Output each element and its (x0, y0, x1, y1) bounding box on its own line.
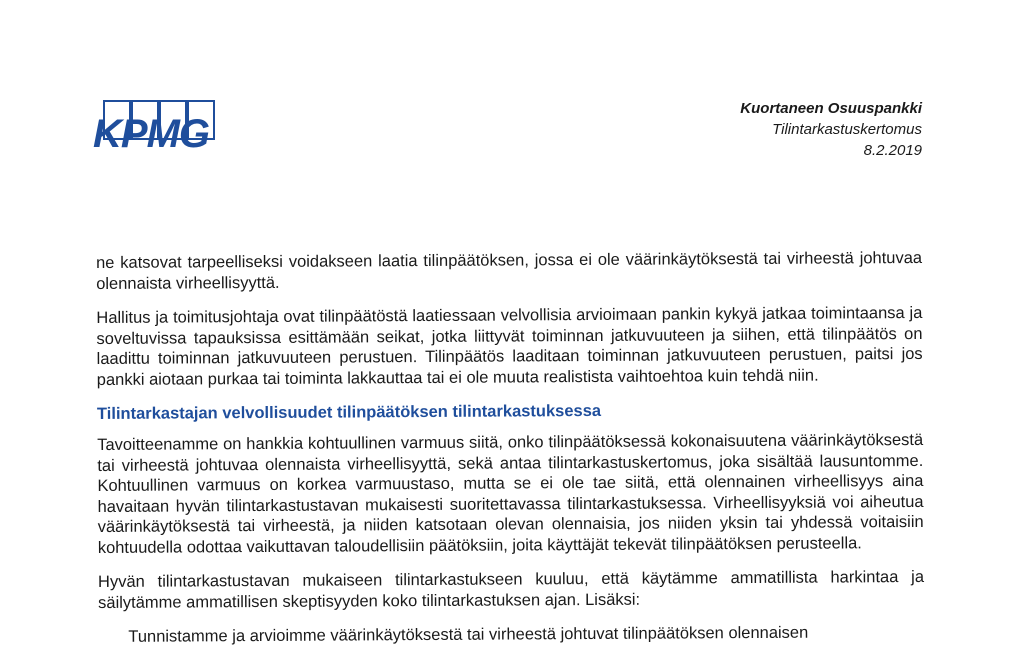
section-heading: Tilintarkastajan velvollisuudet tilinpäätöksen tilintarkastuksessa (96, 401, 602, 423)
paragraph: ne katsovat tarpeelliseksi voidakseen laatia tilinpäätöksen, jossa ei ole väärinkäytöksestä tai virheestä johtuvaa olennaista virheellisyyttä. (96, 248, 923, 293)
kpmg-logo (93, 100, 233, 158)
paragraph: Hyvän tilintarkastustavan mukaiseen tilintarkastukseen kuuluu, että käytämme ammatillista harkintaa ja säilytämme ammatillisen skeptisyyden koko tilintarkastuksen ajan. Lisäksi: (97, 567, 925, 612)
company-name: Kuortaneen Osuuspankki (740, 100, 922, 117)
logo-wordmark: KPMG (93, 112, 209, 156)
paragraph: Tavoitteenamme on hankkia kohtuullinen varmuus siitä, onko tilinpäätöksessä kokonaisuutena väärinkäytöksestä tai virheestä johtuvaa olennaista virheellisyyttä, sekä antaa tilintarkastuskertomus, joka sisältää lausuntomme. Kohtuullinen varmuus on korkea varmuustaso, mutta se ei ole tae siitä, että olennainen virheellisyys aina havaitaan hyvän tilintarkastustavan mukaisesti suoritettavassa tilintarkastuksessa. Virheellisyyksiä voi aiheutua väärinkäytöksestä tai virheestä, ja niiden katsotaan olevan olennaisia, jos niiden yksin tai yhdessä voitaisiin kohtuudella odottaa vaikuttavan taloudellisiin päätöksiin, joita käyttäjät tekevät tilinpäätöksen perusteella. (97, 430, 924, 557)
paragraph-partial: Tunnistamme ja arvioimme väärinkäytöksestä tai virheestä johtuvat tilinpäätöksen olennaisen (128, 623, 809, 646)
paragraph: Hallitus ja toimitusjohtaja ovat tilinpäätöstä laatiessaan velvollisia arvioimaan pankin kykyä jatkaa toimintaansa ja soveltuvissa tapauksissa esittämään seikat, jotka liittyvät toiminnan jatkuvuuteen ja siihen, että tilinpäätös on laadittu toiminnan jatkuvuuteen perustuen. Tilinpäätös laaditaan toiminnan jatkuvuuteen perustuen, paitsi jos pankki aiotaan purkaa tai toiminta lakkauttaa tai ei ole muuta realistista vaihtoehtoa kuin tehdä niin. (96, 303, 923, 389)
document-body (96, 248, 924, 648)
document-header (740, 98, 922, 161)
document-date: 8.2.2019 (863, 142, 922, 159)
document-type: Tilintarkastuskertomus (772, 121, 922, 138)
